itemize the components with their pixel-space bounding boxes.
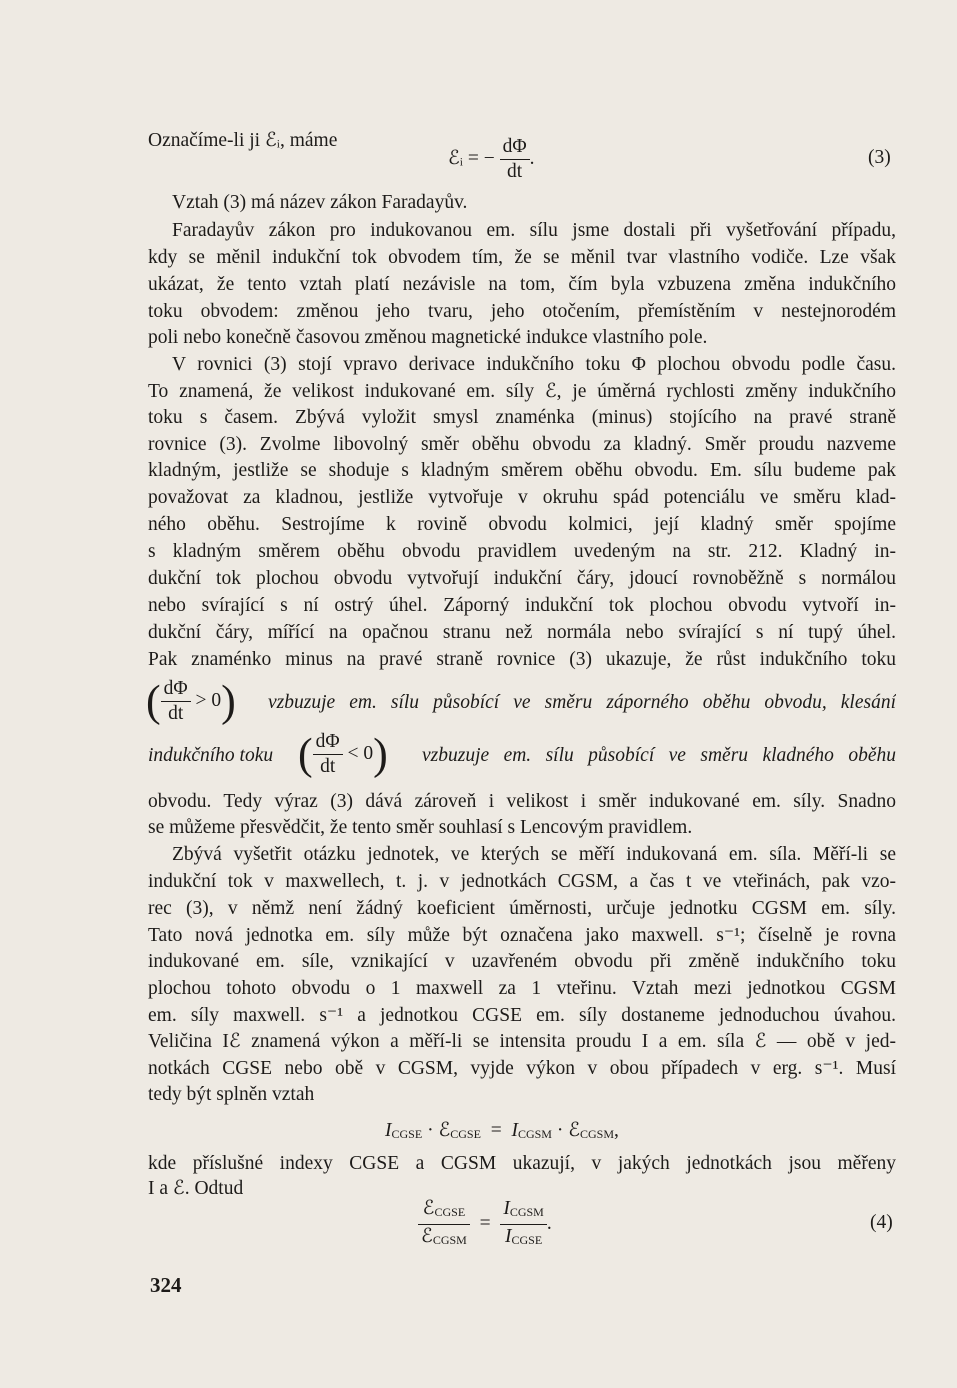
eq4-left-fraction: $\frac{\text{ℰCGSE}}{\text{ℰCGSM}}$ xyxy=(418,1198,470,1251)
text-line: indukčního toku xyxy=(148,745,274,766)
cond-pos-fraction xyxy=(161,678,191,725)
text-line: vzbuzuje em. sílu působící ve směru záporného oběhu obvodu, klesání xyxy=(268,692,896,713)
text-line: kladným, jestliže se shoduje s kladným směrem oběhu obvodu. Em. sílu budeme pak xyxy=(148,460,896,481)
text-line: dukční tok plochou obvodu vytvořují indukční čáry, jdoucí rovnoběžně s normálou xyxy=(148,568,896,589)
text-line: ného oběhu. Sestrojíme k rovině obvodu kolmici, její kladný směr spojíme xyxy=(148,514,896,535)
text-line: rec (3), v němž není žádný koeficient úměrnosti, určuje jednotku CGSM em. síly. xyxy=(148,898,896,919)
text-line: obvodu. Tedy výraz (3) dává zároveň i velikost i směr indukované em. síly. Snadno xyxy=(148,791,896,812)
text-line: považovat za kladnou, jestliže vytvořuje v okruhu spád potenciálu ve směru klad- xyxy=(148,487,896,508)
text-line: notkách CGSE nebo obě v CGSM, vyjde výkon v obou případech v erg. s⁻¹. Musí xyxy=(148,1058,896,1079)
text-line: nebo svírající s ní ostrý úhel. Záporný indukční tok plochou obvodu vytvoří in- xyxy=(148,595,896,616)
text-line: V rovnici (3) stojí vpravo derivace indukčního toku Φ plochou obvodu podle času. xyxy=(172,354,896,375)
text-line: kde příslušné indexy CGSE a CGSM ukazují, v jakých jednotkách jsou měřeny xyxy=(148,1153,896,1174)
text-line: Označíme-li ji ℰᵢ, máme xyxy=(148,130,338,151)
eq3-numerator: dΦ xyxy=(500,136,530,160)
text-line: Tato nová jednotka em. síly může být označena jako maxwell. s⁻¹; číselně je rovna xyxy=(148,925,896,946)
text-line: kdy se měnil indukční tok obvodem tím, že se měnil tvar vlastního vodiče. Lze však xyxy=(148,247,896,268)
text-line: vzbuzuje em. sílu působící ve směru kladného oběhu xyxy=(422,745,896,766)
text-line: ukázat, že tento vztah platí nezávisle na tom, čím byla vzbuzena změna indukčního xyxy=(148,274,896,295)
text-line: Veličina Iℰ znamená výkon a měří-li se intensita proudu I a em. síla ℰ — obě v jed- xyxy=(148,1031,896,1052)
equation-4: $\frac{\text{ℰCGSE}}{\text{ℰCGSM}}$ = $\frac{\text{ICGSM}}{\text{ICGSE}}$ . xyxy=(418,1198,552,1251)
cond-pos-numerator: dΦ xyxy=(161,678,191,702)
eq3-period: . xyxy=(529,147,535,169)
text-line: Faradayův zákon pro indukovanou em. sílu jsme dostali při vyšetřování případu, xyxy=(172,220,896,241)
text-line: dukční čáry, mířící na opačnou stranu než normála nebo svírající s ní tupý úhel. xyxy=(148,622,896,643)
equation-power: ICGSE · ℰCGSE = ICGSM · ℰCGSM, xyxy=(385,1120,619,1141)
text-line: em. síly maxwell. s⁻¹ a jednotkou CGSE em. síly dostaneme jednoduchou úvahou. xyxy=(148,1005,896,1026)
text-line: Vztah (3) má název zákon Faradayův. xyxy=(172,192,468,213)
text-line: toku s časem. Zbývá vyložit smysl znaménka (minus) stojícího na pravé straně xyxy=(148,407,896,428)
cond-neg-numerator: dΦ xyxy=(313,731,343,755)
eq3-denominator: dt xyxy=(507,161,523,182)
cond-neg-denominator: dt xyxy=(320,756,336,777)
equation-3 xyxy=(448,136,535,183)
cond-pos-relation: > 0 xyxy=(195,689,222,711)
text-line: rovnice (3). Zvolme libovolný směr oběhu obvodu za kladný. Směr proudu nazveme xyxy=(148,434,896,455)
text-line: indukční tok v maxwellech, t. j. v jednotkách CGSM, a čas t ve vteřinách, pak vzo- xyxy=(148,871,896,892)
equation-4-label: (4) xyxy=(870,1212,893,1233)
text-line: plochou tohoto obvodu o 1 maxwell za 1 vteřinu. Vztah mezi jednotkou CGSM xyxy=(148,978,896,999)
text-line: tedy být splněn vztah xyxy=(148,1084,315,1105)
page-number: 324 xyxy=(150,1273,182,1297)
eq3-fraction xyxy=(500,136,530,183)
text-line: I a ℰ. Odtud xyxy=(148,1178,244,1199)
equation-3-label: (3) xyxy=(868,147,891,168)
text-line: Pak znaménko minus na pravé straně rovnice (3) ukazuje, že růst indukčního toku xyxy=(148,649,896,670)
cond-pos-denominator: dt xyxy=(168,703,184,724)
text-line: indukované em. síle, vznikající v uzavřeném obvodu při změně indukčního toku xyxy=(148,951,896,972)
condition-negative: ( $\frac{d\Phi}{dt}$ < 0) xyxy=(298,729,388,779)
cond-neg-relation: < 0 xyxy=(347,742,374,764)
text-line: se můžeme přesvědčit, že tento směr souhlasí s Lencovým pravidlem. xyxy=(148,817,693,838)
text-line: toku obvodem: změnou jeho tvaru, jeho otočením, přemístěním v nestejnorodém xyxy=(148,301,896,322)
text-line: To znamená, že velikost indukované em. síly ℰ, je úměrná rychlosti změny indukčního xyxy=(148,381,896,402)
eq4-right-fraction: $\frac{\text{ICGSM}}{\text{ICGSE}}$ xyxy=(500,1198,547,1251)
cond-neg-fraction xyxy=(313,731,343,778)
condition-positive: ( $\frac{d\Phi}{dt}$ > 0) xyxy=(146,676,236,726)
eq3-lhs: ℰᵢ = − xyxy=(448,147,495,169)
text-line: s kladným směrem oběhu obvodu pravidlem uvedeným na str. 212. Kladný in- xyxy=(148,541,896,562)
text-line: poli nebo konečně časovou změnou magnetické indukce vlastního pole. xyxy=(148,327,708,348)
text-line: Zbývá vyšetřit otázku jednotek, ve kterých se měří indukovaná em. síla. Měří-li se xyxy=(172,844,896,865)
